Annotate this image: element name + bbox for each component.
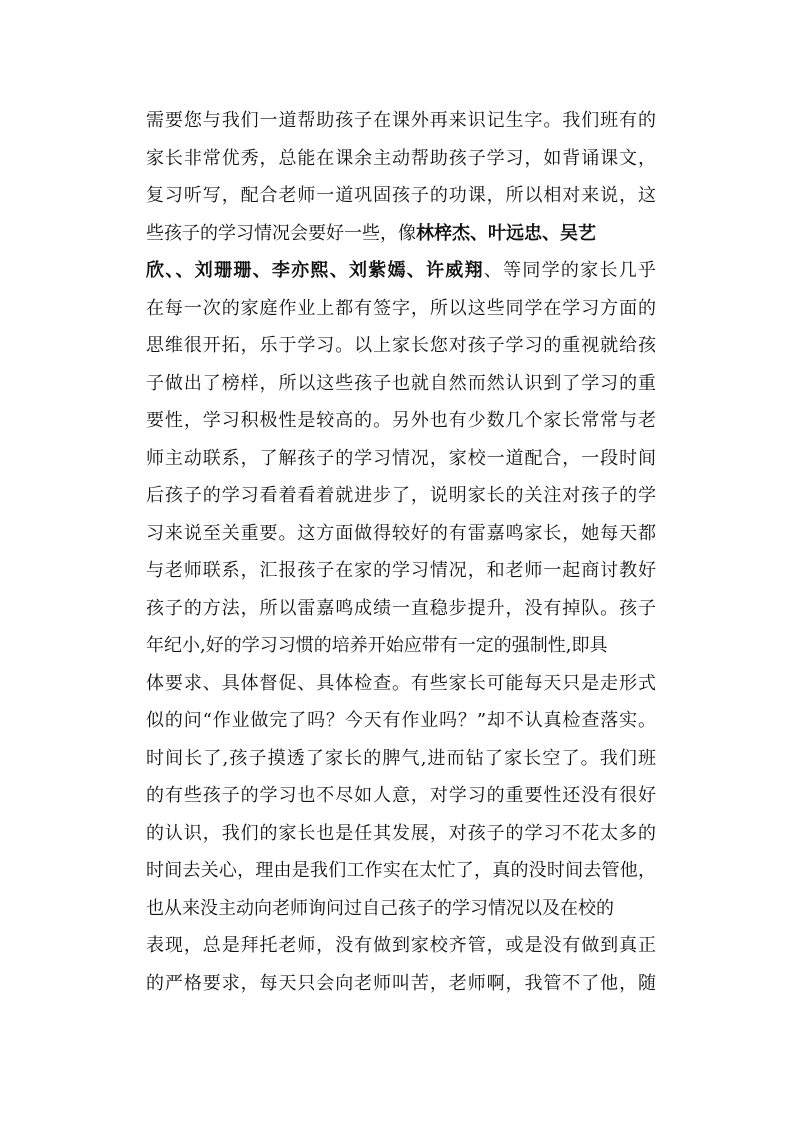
text-line: 的严格要求，每天只会向老师叫苦，老师啊，我管不了他，随 <box>146 972 656 994</box>
text-line: 孩子的方法，所以雷嘉鸣成绩一直稳步提升，没有掉队。孩子 <box>146 597 656 619</box>
text-line: 似的问“作业做完了吗？今天有作业吗？”却不认真检查落实。 <box>146 710 656 731</box>
text-line: 体要求、具体督促、具体检查。有些家长可能每天只是走形式 <box>146 672 656 694</box>
text-line: 师主动联系，了解孩子的学习情况，家校一道配合，一段时间 <box>146 447 656 469</box>
text-line: 需要您与我们一道帮助孩子在课外再来识记生字。我们班有的 <box>146 110 656 131</box>
bold-names: 林梓杰、叶远忠、吴艺 <box>416 222 596 244</box>
text-line <box>146 252 656 290</box>
text-line: 习来说至关重要。这方面做得较好的有雷嘉鸣家长，她每天都 <box>146 522 656 544</box>
text-line: 年纪小,好的学习习惯的培养开始应带有一定的强制性,即具 <box>146 635 608 656</box>
text-line: 家长非常优秀，总能在课余主动帮助孩子学习，如背诵课文， <box>146 147 656 169</box>
bold-names: 欣、、刘珊珊、李亦熙、刘紫嫣、许威翔 <box>146 260 484 281</box>
text-line: 与老师联系，汇报孩子在家的学习情况，和老师一起商讨教好 <box>146 560 656 581</box>
text-line: 时间去关心，理由是我们工作实在太忙了，真的没时间去管他， <box>146 860 656 881</box>
text-line: 时间长了,孩子摸透了家长的脾气,进而钻了家长空了。我们班 <box>146 747 656 769</box>
text-line: 在每一次的家庭作业上都有签字，所以这些同学在学习方面的 <box>146 297 656 319</box>
text-segment: 些孩子的学习情况会要好一些，像 <box>146 222 416 244</box>
text-line: 子做出了榜样，所以这些孩子也就自然而然认识到了学习的重 <box>146 372 656 394</box>
text-line: 表现，总是拜托老师，没有做到家校齐管，或是没有做到真正 <box>146 935 656 956</box>
text-line: 后孩子的学习看着看着就进步了，说明家长的关注对孩子的学 <box>146 485 656 506</box>
text-line: 的认识，我们的家长也是任其发展，对孩子的学习不花太多的 <box>146 822 656 844</box>
text-line: 也从来没主动向老师询问过自己孩子的学习情况以及在校的 <box>146 897 614 919</box>
text-line: 复习听写，配合老师一道巩固孩子的功课，所以相对来说，这 <box>146 185 656 206</box>
body-text <box>146 102 656 1002</box>
text-line: 思维很开拓，乐于学习。以上家长您对孩子学习的重视就给孩 <box>146 335 656 356</box>
text-line: 的有些孩子的学习也不尽如人意，对学习的重要性还没有很好 <box>146 785 656 806</box>
text-segment: 、等同学的家长几乎 <box>483 260 656 281</box>
text-line <box>146 215 656 253</box>
text-line: 要性，学习积极性是较高的。另外也有少数几个家长常常与老 <box>146 410 656 431</box>
